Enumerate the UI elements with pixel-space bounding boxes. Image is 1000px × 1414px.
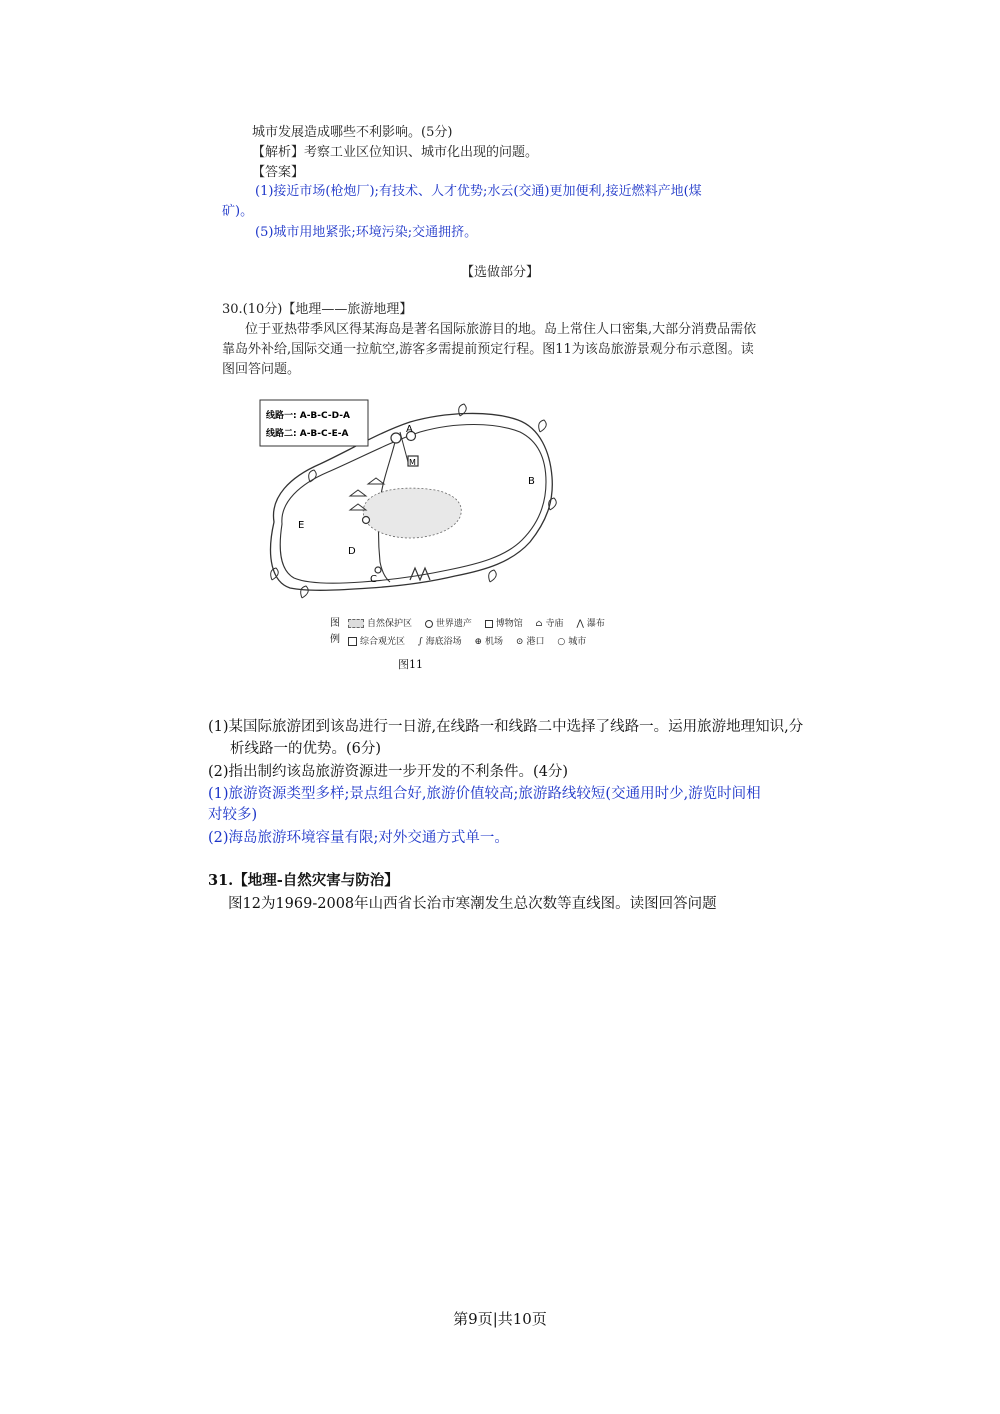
q31-header: 31.【地理-自然灾害与防治】 bbox=[208, 872, 399, 889]
legend-row-1 bbox=[348, 616, 615, 629]
beach-marker bbox=[489, 570, 497, 582]
q30-answer1-line1: (1)旅游资源类型多样;景点组合好,旅游价值较高;旅游路线较短(交通用时少,游览时间相 bbox=[208, 786, 761, 802]
analysis-line: 【解析】考察工业区位知识、城市化出现的问题。 bbox=[252, 145, 539, 160]
beach-marker bbox=[539, 420, 547, 432]
point-m-label: M bbox=[409, 458, 416, 467]
temple-marker-1 bbox=[368, 478, 384, 484]
section-title: 【选做部分】 bbox=[460, 265, 539, 280]
legend-waterfall: ⋀ 瀑布 bbox=[576, 618, 605, 629]
waterfall-marker bbox=[410, 568, 430, 580]
q30-stem-line1: 位于亚热带季风区得某海岛是著名国际旅游目的地。岛上常住人口密集,大部分消费品需依 bbox=[245, 322, 757, 337]
figure-caption: 图11 bbox=[398, 658, 423, 671]
city-marker bbox=[375, 567, 381, 573]
q30-stem-line3: 图回答问题。 bbox=[222, 362, 301, 377]
point-b-label: B bbox=[528, 476, 535, 487]
q30-answer2: (2)海岛旅游环境容量有限;对外交通方式单一。 bbox=[208, 830, 509, 846]
legend-city: ○ 城市 bbox=[557, 636, 587, 647]
q31-stem: 图12为1969-2008年山西省长治市寒潮发生总次数等直线图。读图回答问题 bbox=[228, 896, 717, 912]
point-e-label: E bbox=[298, 520, 305, 531]
airport-marker bbox=[391, 433, 401, 443]
legend-row-2 bbox=[348, 634, 596, 647]
q30-sub1-line1: (1)某国际旅游团到该岛进行一日游,在线路一和线路二中选择了线路一。运用旅游地理知识,分 bbox=[208, 719, 804, 735]
page-footer: 第9页|共10页 bbox=[453, 1310, 547, 1328]
route-1-label: 线路一: A-B-C-D-A bbox=[266, 411, 350, 421]
point-a-label: A bbox=[406, 424, 413, 435]
q30-stem-line2: 靠岛外补给,国际交通一拉航空,游客多需提前预定行程。图11为该岛旅游景观分布示意图。读 bbox=[222, 342, 754, 357]
legend-temple: ⌂ 寺庙 bbox=[535, 618, 564, 629]
q30-sub1-line2: 析线路一的优势。(6分) bbox=[230, 741, 382, 757]
q30-header: 30.(10分)【地理——旅游地理】 bbox=[222, 302, 413, 317]
beach-marker bbox=[309, 470, 317, 482]
legend-beach: ∫ 海底浴场 bbox=[417, 636, 462, 647]
nature-reserve-area bbox=[363, 488, 461, 538]
answer-1a: (1)接近市场(枪炮厂);有技术、人才优势;水云(交通)更加便利,接近燃料产地(煤 bbox=[255, 184, 702, 199]
point-c-label: C bbox=[370, 574, 377, 585]
world-heritage-marker bbox=[363, 517, 370, 524]
point-d-label: D bbox=[348, 546, 356, 557]
q30-sub2: (2)指出制约该岛旅游资源进一步开发的不利条件。(4分) bbox=[208, 764, 569, 780]
legend-label-2: 例 bbox=[330, 634, 340, 645]
legend-airport: ⊕ 机场 bbox=[474, 636, 504, 647]
answer-title: 【答案】 bbox=[252, 165, 305, 180]
beach-marker bbox=[301, 586, 309, 598]
legend-port: ⊙ 港口 bbox=[515, 636, 545, 647]
route-legend-box bbox=[260, 400, 368, 446]
q30-answer1-line2: 对较多) bbox=[208, 807, 258, 823]
legend-world-heritage: 世界遗产 bbox=[425, 616, 472, 629]
route-2-label: 线路二: A-B-C-E-A bbox=[266, 429, 349, 439]
answer-2: (5)城市用地紧张;环境污染;交通拥挤。 bbox=[255, 225, 478, 240]
question-tail: 城市发展造成哪些不利影响。(5分) bbox=[252, 125, 453, 140]
legend-sightseeing: 综合观光区 bbox=[348, 634, 405, 647]
beach-marker bbox=[459, 404, 467, 416]
island-map-figure bbox=[250, 392, 605, 677]
legend-nature-reserve: 自然保护区 bbox=[348, 616, 412, 629]
answer-1b: 矿)。 bbox=[222, 204, 254, 219]
legend-label-1: 图 bbox=[330, 618, 340, 629]
legend-museum: 博物馆 bbox=[485, 616, 523, 629]
temple-marker-3 bbox=[350, 490, 366, 496]
island-map bbox=[250, 392, 570, 632]
